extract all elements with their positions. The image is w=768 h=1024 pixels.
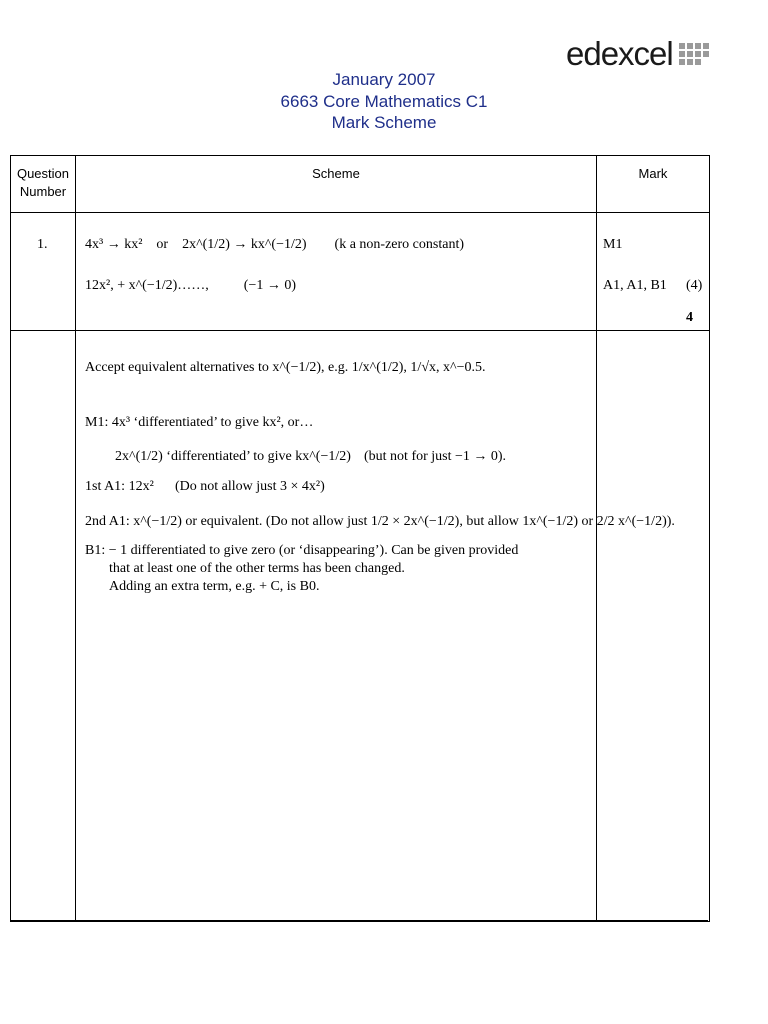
scheme-term-a: 4x³ → kx² — [85, 237, 143, 252]
note-b1-line1: B1: − 1 differentiated to give zero (or ‘disappearing’). Can be given provided — [85, 543, 519, 558]
logo-dots-icon — [679, 43, 709, 65]
note-b1-line3: Adding an extra term, e.g. + C, is B0. — [109, 579, 320, 594]
mark-row-2-total: (4) — [686, 278, 703, 293]
mark-row-2: A1, A1, B1 — [603, 278, 667, 293]
column-divider — [596, 156, 597, 921]
header-scheme: Scheme — [312, 166, 360, 181]
header-divider — [11, 212, 709, 213]
column-divider — [75, 156, 76, 921]
edexcel-logo — [566, 34, 709, 74]
note-accept: Accept equivalent alternatives to x^(−1/2), e.g. 1/x^(1/2), 1/√x, x^−0.5. — [85, 360, 486, 375]
mark-row-1: M1 — [603, 237, 623, 252]
note-b1-line2: that at least one of the other terms has been changed. — [109, 561, 405, 576]
doc-title-course: 6663 Core Mathematics C1 — [280, 92, 488, 111]
note-m1-line2-note: (but not for just −1 → 0). — [364, 449, 507, 464]
scheme-term-d: (−1 → 0) — [243, 278, 297, 293]
question-total: 4 — [686, 310, 693, 325]
header-question-number: Question Number — [16, 166, 70, 199]
scheme-term-c: 12x², + x^(−1/2)……, — [85, 278, 209, 293]
mark-scheme-table — [10, 155, 710, 922]
bottom-rule — [10, 920, 708, 921]
scheme-note: (k a non-zero constant) — [334, 237, 464, 252]
note-a1-second: 2nd A1: x^(−1/2) or equivalent. (Do not allow just 1/2 × 2x^(−1/2), but allow 1x^(−1/2) or 2/2 x^(−1/2)). — [85, 514, 675, 529]
scheme-term-b: 2x^(1/2) → kx^(−1/2) — [182, 237, 307, 252]
question-number: 1. — [37, 237, 48, 252]
logo-wordmark: edexcel — [566, 35, 673, 72]
note-m1-line2: 2x^(1/2) ‘differentiated’ to give kx^(−1/2) — [115, 449, 351, 464]
note-a1-first: 1st A1: 12x² — [85, 479, 154, 494]
header-mark: Mark — [638, 166, 668, 181]
doc-title-date: January 2007 — [332, 70, 436, 89]
note-m1-line1: M1: 4x³ ‘differentiated’ to give kx², or… — [85, 415, 314, 430]
scheme-row-1 — [85, 236, 464, 254]
scheme-or: or — [156, 237, 169, 252]
scheme-row-2 — [85, 277, 296, 295]
note-a1-first-detail: (Do not allow just 3 × 4x²) — [175, 479, 325, 494]
doc-title-type: Mark Scheme — [331, 113, 437, 132]
row-divider — [11, 330, 709, 331]
